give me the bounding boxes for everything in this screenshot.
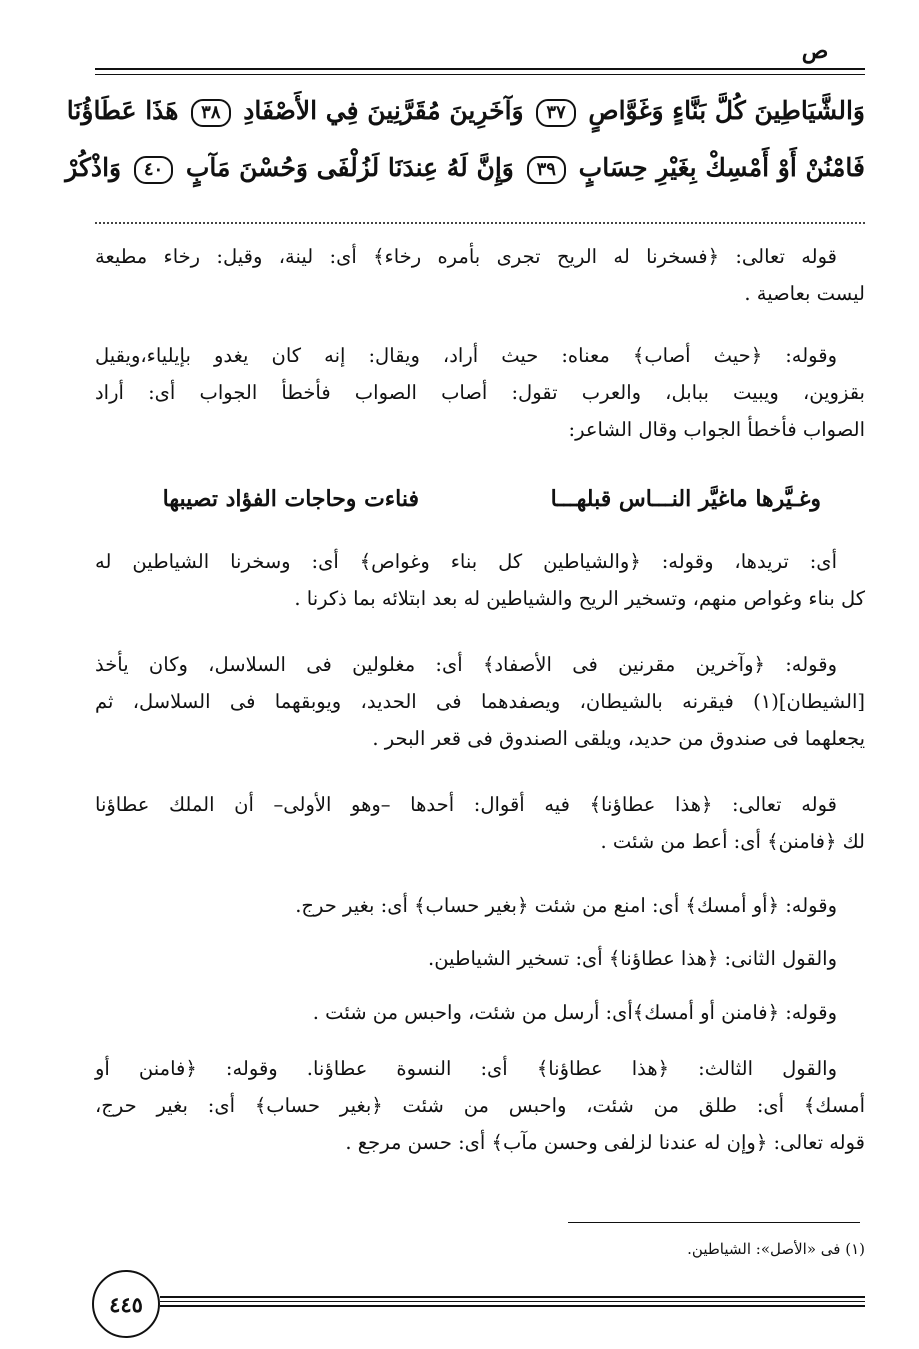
footer-rule-3	[160, 1305, 865, 1307]
paragraph-4	[95, 646, 865, 757]
text-line: قوله تعالى: ﴿وإن له عندنا لزلفى وحسن مآب﴾ أى: حسن مرجع .	[345, 1131, 865, 1154]
text-line: [الشيطان](١) فيقرنه بالشيطان، ويصفدهما فى الحديد، ويوبقهما فى السلاسل، ثم	[95, 690, 865, 713]
footnote: (١) فى «الأصل»: الشياطين.	[687, 1240, 865, 1258]
running-header-surah: ص	[801, 38, 829, 64]
text-line: وقوله: ﴿أو أمسك﴾ أى: امنع من شئت ﴿بغير حساب﴾ أى: بغير حرج.	[295, 894, 837, 917]
text-line: الصواب فأخطأ الجواب وقال الشاعر:	[568, 418, 865, 441]
verse-text: وَإِنَّ لَهُ عِندَنَا لَزُلْفَى وَحُسْنَ مَآبٍ	[185, 153, 514, 182]
paragraph-3	[95, 543, 865, 617]
verse-number-badge: ٣٧	[536, 99, 575, 127]
header-rule-thick	[95, 68, 865, 70]
verse-line-1	[66, 96, 865, 127]
text-line: وقوله: ﴿فامنن أو أمسك﴾أى: أرسل من شئت، واحبس من شئت .	[312, 1001, 837, 1024]
verse-line-2	[65, 153, 865, 184]
verse-text: وَاذْكُرْ	[65, 153, 122, 182]
verse-text: فَامْنُنْ أَوْ أَمْسِكْ بِغَيْرِ حِسَابٍ	[578, 153, 865, 182]
verse-text: وَآخَرِينَ مُقَرَّنِينَ فِي الأَصْفَادِ	[243, 96, 524, 125]
paragraph-7	[95, 940, 865, 977]
footer-rule-1	[160, 1296, 865, 1298]
text-line: والقول الثالث: ﴿هذا عطاؤنا﴾ أى: النسوة عطاؤنا. وقوله: ﴿فامنن أو	[95, 1057, 837, 1080]
verse-text: هَذَا عَطَاؤُنَا	[66, 96, 179, 125]
text-line: قوله تعالى: ﴿فسخرنا له الريح تجرى بأمره رخاء﴾ أى: لينة، وقيل: رخاء مطيعة	[95, 245, 837, 268]
page-number: ٤٤٥	[92, 1270, 160, 1338]
text-line: أمسك﴾ أى: طلق من شئت، واحبس من شئت ﴿بغير حساب﴾ أى: بغير حرج،	[95, 1094, 865, 1117]
header-rule-thin	[95, 74, 865, 75]
text-line: قوله تعالى: ﴿هذا عطاؤنا﴾ فيه أقوال: أحدها –وهو الأولى– أن الملك عطاؤنا	[95, 793, 837, 816]
text-line: كل بناء وغواص منهم، وتسخير الريح والشياطين له بعد ابتلائه بما ذكرنا .	[294, 587, 865, 610]
verse-number-badge: ٣٨	[191, 99, 230, 127]
paragraph-6	[95, 887, 865, 924]
text-line: أى: تريدها، وقوله: ﴿والشياطين كل بناء وغواص﴾ أى: وسخرنا الشياطين له	[95, 550, 837, 573]
verse-separator-dotted	[95, 222, 865, 224]
text-line: وقوله: ﴿حيث أصاب﴾ معناه: حيث أراد، ويقال: إنه كان يغدو بإيلياء،ويقيل	[95, 344, 837, 367]
text-line: يجعلهما فى صندوق من حديد، ويلقى الصندوق فى قعر البحر .	[372, 727, 865, 750]
verse-number-badge: ٣٩	[527, 156, 566, 184]
text-line: وقوله: ﴿وآخرين مقرنين فى الأصفاد﴾ أى: مغلولين فى السلاسل، وكان يأخذ	[95, 653, 837, 676]
text-line: بقزوين، ويبيت ببابل، والعرب تقول: أصاب الصواب فأخطأ الجواب أى: أراد	[95, 381, 865, 404]
verse-text: وَالشَّيَاطِينَ كُلَّ بَنَّاءٍ وَغَوَّاصٍ	[588, 96, 865, 125]
text-line: لك ﴿فامنن﴾ أى: أعط من شئت .	[600, 830, 865, 853]
poem-first-hemistich: وغـيَّرها ماغيَّر النـــاس قبلهـــا	[550, 486, 821, 512]
paragraph-5	[95, 786, 865, 860]
paragraph-1	[95, 238, 865, 312]
paragraph-2	[95, 337, 865, 448]
verse-number-badge: ٤٠	[134, 156, 173, 184]
paragraph-8	[95, 994, 865, 1031]
footnote-rule	[568, 1222, 860, 1223]
poem-second-hemistich: فناءت وحاجات الفؤاد تصيبها	[162, 486, 419, 512]
text-line: والقول الثانى: ﴿هذا عطاؤنا﴾ أى: تسخير الشياطين.	[428, 947, 837, 970]
text-line: ليست بعاصية .	[744, 282, 865, 305]
paragraph-9	[95, 1050, 865, 1161]
footer-rule-2	[160, 1301, 865, 1302]
